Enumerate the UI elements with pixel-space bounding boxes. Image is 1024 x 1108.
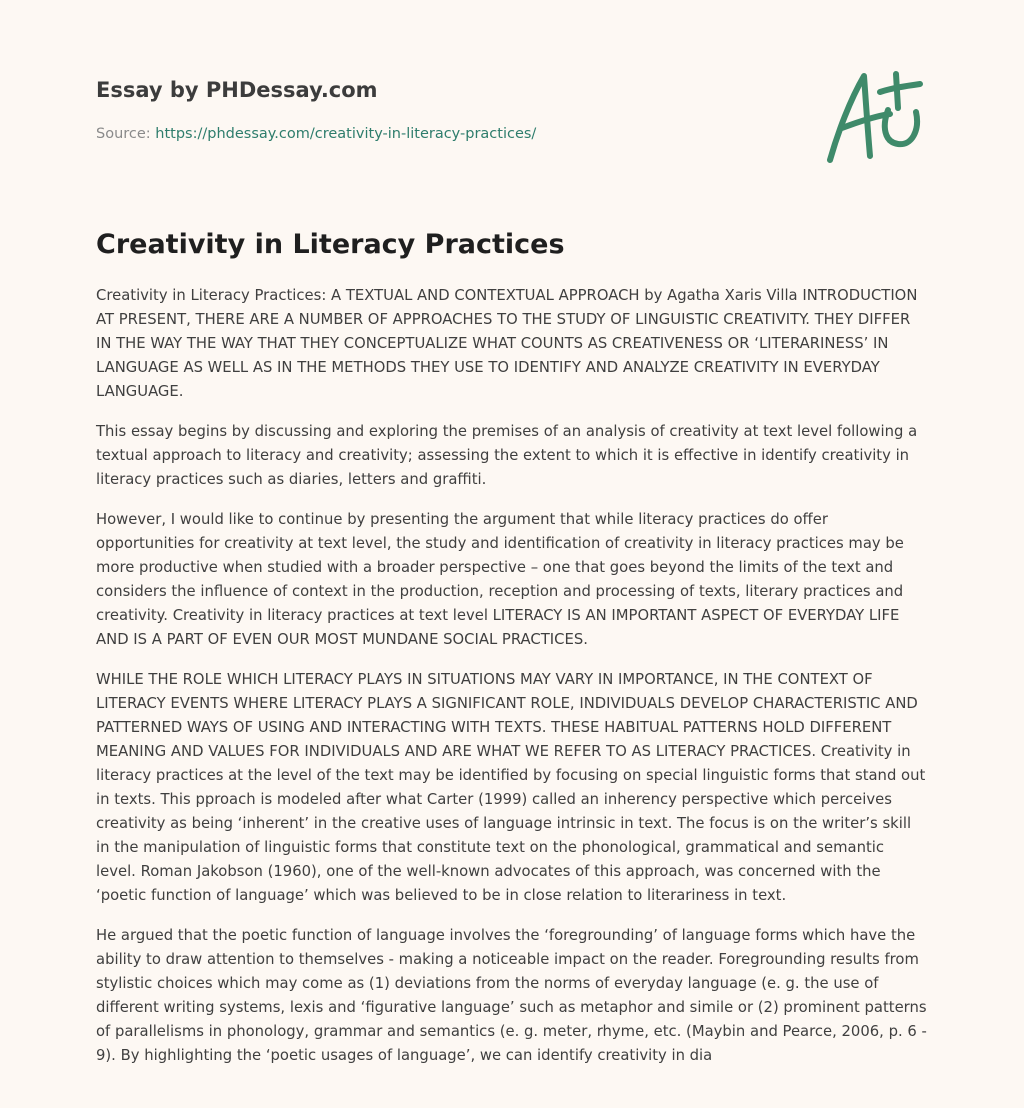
essay-title: Creativity in Literacy Practices <box>96 229 565 260</box>
source-link[interactable]: https://phdessay.com/creativity-in-literacy-practices/ <box>155 126 537 142</box>
source-label: Source: <box>96 126 151 142</box>
essay-header <box>96 76 796 144</box>
essay-body <box>96 284 928 1084</box>
logo-plus-horizontal <box>880 84 920 92</box>
essay-paragraph: However, I would like to continue by presenting the argument that while literacy practices do offer opportunities for creativity at text level, the study and identification of creativity in literacy practices may be more productive when studied with a broader perspective – one that goes beyond the limits of the text and considers the influence of context in the production, reception and processing of texts, literary practices and creativity. Creativity in literacy practices at text level LITERACY IS AN IMPORTANT ASPECT OF EVERYDAY LIFE AND IS A PART OF EVEN OUR MOST MUNDANE SOCIAL PRACTICES. <box>96 511 904 648</box>
essay-paragraph: This essay begins by discussing and exploring the premises of an analysis of creativity at text level following a textual approach to literacy and creativity; assessing the extent to which it is effective in identify creativity in literacy practices such as diaries, letters and graffiti. <box>96 423 918 488</box>
site-brand: Essay by PHDessay.com <box>96 78 378 102</box>
essay-paragraph: Creativity in Literacy Practices: A TEXTUAL AND CONTEXTUAL APPROACH by Agatha Xaris Villa INTRODUCTION AT PRESENT, THERE ARE A NUMBER OF APPROACHES TO THE STUDY OF LINGUISTIC CREATIVITY. THEY DIFFER IN THE WAY THE WAY THAT THEY CONCEPTUALIZE WHAT COUNTS AS CREATIVENESS OR ‘LITERARINESS’ IN LANGUAGE AS WELL AS IN THE METHODS THEY USE TO IDENTIFY AND ANALYZE CREATIVITY IN EVERYDAY LANGUAGE. <box>96 287 918 400</box>
logo-plus-vertical <box>896 74 898 108</box>
a-plus-grade-icon <box>818 64 930 168</box>
essay-paragraph: WHILE THE ROLE WHICH LITERACY PLAYS IN SITUATIONS MAY VARY IN IMPORTANCE, IN THE CONTEXT OF LITERACY EVENTS WHERE LITERACY PLAYS A SIGNIFICANT ROLE, INDIVIDUALS DEVELOP CHARACTERISTIC AND PATTERNED WAYS OF USING AND INTERACTING WITH TEXTS. THESE HABITUAL PATTERNS HOLD DIFFERENT MEANING AND VALUES FOR INDIVIDUALS AND ARE WHAT WE REFER TO AS LITERACY PRACTICES. Creativity in literacy practices at the level of the text may be identified by focusing on special linguistic forms that stand out in texts. This pproach is modeled after what Carter (1999) called an inherency perspective which perceives creativity as being ‘inherent’ in the creative uses of language intrinsic in text. The focus is on the writer’s skill in the manipulation of linguistic forms that constitute text on the phonological, grammatical and semantic level. Roman Jakobson (1960), one of the well-known advocates of this approach, was concerned with the ‘poetic function of language’ which was believed to be in close relation to literariness in text. <box>96 671 926 904</box>
source-line <box>96 124 796 144</box>
essay-paragraph: He argued that the poetic function of language involves the ‘foregrounding’ of language forms which have the ability to draw attention to themselves - making a noticeable impact on the reader. Foregrounding results from stylistic choices which may come as (1) deviations from the norms of everyday language (e. g. the use of different writing systems, lexis and ‘figurative language’ such as metaphor and simile or (2) prominent patterns of parallelisms in phonology, grammar and semantics (e. g. meter, rhyme, etc. (Maybin and Pearce, 2006, p. 6 - 9). By highlighting the ‘poetic usages of language’, we can identify creativity in dia <box>96 927 927 1064</box>
